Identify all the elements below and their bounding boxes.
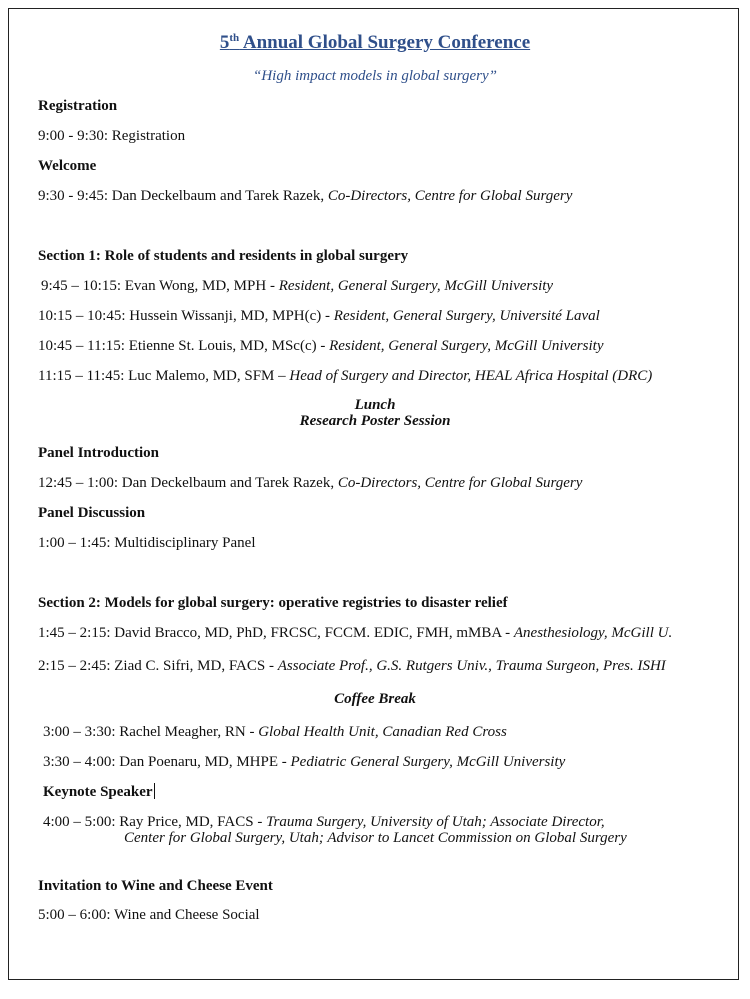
panel-discussion-line: 1:00 – 1:45: Multidisciplinary Panel <box>38 535 256 551</box>
keynote-line: 4:00 – 5:00: Ray Price, MD, FACS - Trauma Surgery, University of Utah; Associate Director, <box>43 814 605 830</box>
section1-heading: Section 1: Role of students and residents in global surgery <box>38 248 409 264</box>
section1-talk: 10:45 – 11:15: Etienne St. Louis, MD, MSc(c) - Resident, General Surgery, McGill University <box>38 338 604 354</box>
section1-talk: 11:15 – 11:45: Luc Malemo, MD, SFM – Head of Surgery and Director, HEAL Africa Hospital (DRC) <box>38 368 653 384</box>
welcome-line: 9:30 - 9:45: Dan Deckelbaum and Tarek Razek, Co-Directors, Centre for Global Surgery <box>38 188 573 204</box>
coffee-break-label: Coffee Break <box>334 691 416 707</box>
poster-session-label: Research Poster Session <box>299 413 451 429</box>
page-title: 5th Annual Global Surgery Conference <box>219 32 531 53</box>
registration-line: 9:00 - 9:30: Registration <box>38 128 186 144</box>
registration-heading: Registration <box>38 98 118 114</box>
section2-heading: Section 2: Models for global surgery: operative registries to disaster relief <box>38 595 508 611</box>
section2-talk: 1:45 – 2:15: David Bracco, MD, PhD, FRCSC, FCCM. EDIC, FMH, mMBA - Anesthesiology, McGill U. <box>38 625 673 641</box>
section1-talk: 9:45 – 10:15: Evan Wong, MD, MPH - Resident, General Surgery, McGill University <box>41 278 554 294</box>
keynote-line-continued: Center for Global Surgery, Utah; Advisor to Lancet Commission on Global Surgery <box>124 830 627 846</box>
text-cursor <box>154 783 155 799</box>
keynote-heading: Keynote Speaker <box>43 784 153 800</box>
afternoon-talk: 3:00 – 3:30: Rachel Meagher, RN - Global Health Unit, Canadian Red Cross <box>43 724 507 740</box>
wine-heading: Invitation to Wine and Cheese Event <box>38 878 273 894</box>
section2-talk: 2:15 – 2:45: Ziad C. Sifri, MD, FACS - Associate Prof., G.S. Rutgers Univ., Trauma Surgeon, Pres. ISHI <box>38 658 666 674</box>
section1-talk: 10:15 – 10:45: Hussein Wissanji, MD, MPH(c) - Resident, General Surgery, Université Laval <box>38 308 600 324</box>
afternoon-talk: 3:30 – 4:00: Dan Poenaru, MD, MHPE - Pediatric General Surgery, McGill University <box>43 754 566 770</box>
subtitle: “High impact models in global surgery” <box>252 68 498 84</box>
panel-intro-line: 12:45 – 1:00: Dan Deckelbaum and Tarek Razek, Co-Directors, Centre for Global Surgery <box>38 475 583 491</box>
panel-intro-heading: Panel Introduction <box>38 445 159 461</box>
welcome-heading: Welcome <box>38 158 97 174</box>
lunch-label: Lunch <box>354 397 396 413</box>
wine-line: 5:00 – 6:00: Wine and Cheese Social <box>38 907 260 923</box>
panel-discussion-heading: Panel Discussion <box>38 505 146 521</box>
